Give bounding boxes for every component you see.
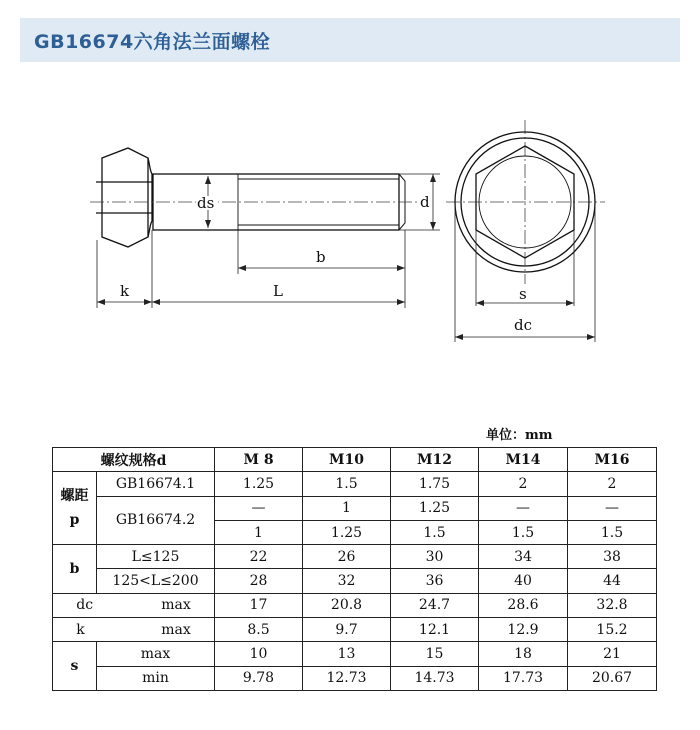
s-max-label: max (97, 642, 215, 666)
table-row-pitch-1 (53, 472, 657, 496)
table-row-pitch-2 (53, 496, 657, 520)
cell: 28.6 (479, 593, 568, 617)
pitch-std1-label: GB16674.1 (97, 472, 215, 496)
cell: 34 (479, 545, 568, 569)
cell: — (479, 496, 568, 520)
unit-label: 单位：mm (486, 428, 553, 443)
cell: 1.5 (479, 520, 568, 544)
table-row-b-2 (53, 569, 657, 593)
cell: 30 (391, 545, 479, 569)
cell: — (215, 496, 303, 520)
label-ds: ds (197, 194, 215, 212)
header-size: M14 (479, 448, 568, 472)
cell: 36 (391, 569, 479, 593)
b-cond2-label: 125<L≤200 (97, 569, 215, 593)
cell: 17 (215, 593, 303, 617)
cell: 28 (215, 569, 303, 593)
cell: 14.73 (391, 666, 479, 690)
cell: 8.5 (215, 618, 303, 642)
dc-label: dc (76, 597, 94, 614)
label-dc: dc (514, 316, 533, 334)
header-size: M12 (391, 448, 479, 472)
cell: 2 (568, 472, 657, 496)
label-b: b (316, 248, 326, 266)
cell: — (568, 496, 657, 520)
cell: 12.1 (391, 618, 479, 642)
cell: 1.25 (303, 520, 391, 544)
pitch-std2-label: GB16674.2 (97, 496, 215, 545)
cell: 1.25 (391, 496, 479, 520)
cell: 15.2 (568, 618, 657, 642)
label-d: d (420, 193, 430, 211)
b-label: b (53, 545, 97, 594)
cell: 26 (303, 545, 391, 569)
label-L: L (273, 282, 283, 300)
cell: 21 (568, 642, 657, 666)
cell: 24.7 (391, 593, 479, 617)
label-k: k (120, 282, 130, 300)
header-label: 螺纹规格d (53, 448, 215, 472)
cell: 18 (479, 642, 568, 666)
spec-table (52, 447, 657, 691)
cell: 1.5 (568, 520, 657, 544)
s-label: s (53, 642, 97, 691)
dc-label-cell (53, 593, 215, 617)
table-row-header (53, 448, 657, 472)
cell: 9.78 (215, 666, 303, 690)
cell: 12.9 (479, 618, 568, 642)
cell: 12.73 (303, 666, 391, 690)
table-row-s-min (53, 666, 657, 690)
cell: 1.5 (303, 472, 391, 496)
cell: 9.7 (303, 618, 391, 642)
header-size: M 8 (215, 448, 303, 472)
table-row-dc (53, 593, 657, 617)
cell: 10 (215, 642, 303, 666)
table-row-s-max (53, 642, 657, 666)
cell: 2 (479, 472, 568, 496)
cell: 22 (215, 545, 303, 569)
cell: 20.8 (303, 593, 391, 617)
bolt-head-outline (102, 148, 148, 247)
header-size: M16 (568, 448, 657, 472)
cell: 20.67 (568, 666, 657, 690)
b-cond1-label: L≤125 (97, 545, 215, 569)
cell: 32.8 (568, 593, 657, 617)
page-title: GB16674六角法兰面螺栓 (34, 31, 271, 53)
k-label-cell (53, 618, 215, 642)
cell: 13 (303, 642, 391, 666)
table-row-k (53, 618, 657, 642)
header-size: M10 (303, 448, 391, 472)
k-label: k (76, 621, 85, 638)
cell: 1.25 (215, 472, 303, 496)
cell: 40 (479, 569, 568, 593)
label-s: s (519, 285, 527, 303)
dc-qual: max (161, 597, 191, 614)
cell: 17.73 (479, 666, 568, 690)
cell: 38 (568, 545, 657, 569)
table-row-b-1 (53, 545, 657, 569)
pitch-group-label: 螺距 p (53, 472, 97, 545)
cell: 1.75 (391, 472, 479, 496)
k-qual: max (161, 621, 191, 638)
cell: 1 (303, 496, 391, 520)
cell: 1.5 (391, 520, 479, 544)
s-min-label: min (97, 666, 215, 690)
cell: 32 (303, 569, 391, 593)
cell: 15 (391, 642, 479, 666)
cell: 1 (215, 520, 303, 544)
cell: 44 (568, 569, 657, 593)
